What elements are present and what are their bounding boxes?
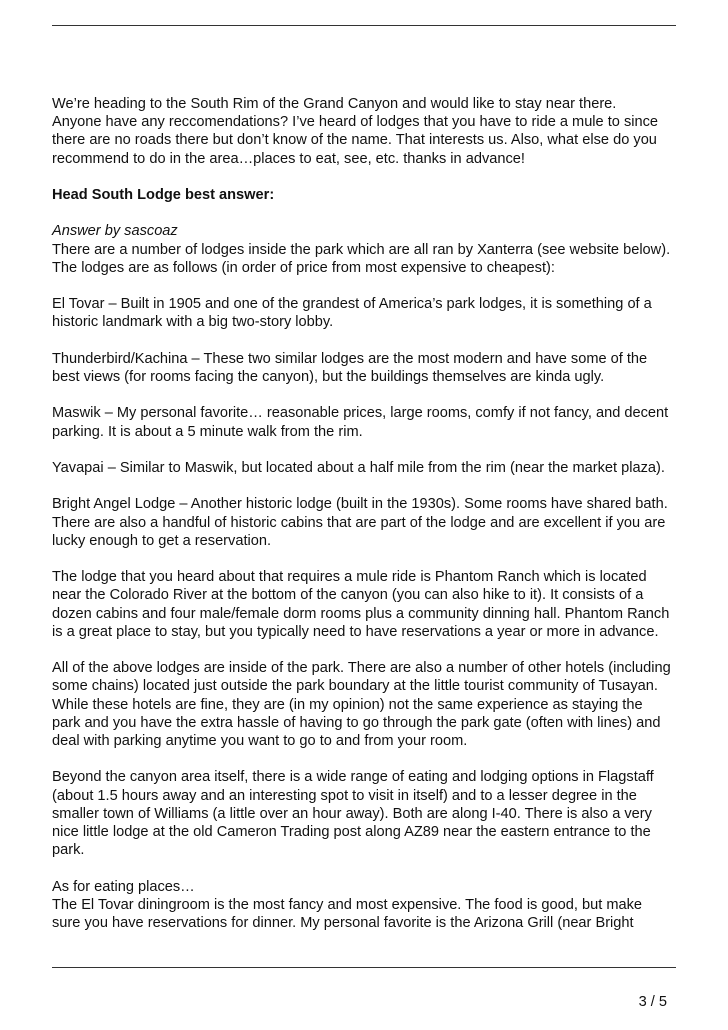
text-line: smaller town of Williams (a little over an hour away). Both are along I-40. There is also a very (52, 805, 652, 822)
paragraph-bright-angel (52, 495, 692, 550)
text-line: nice little lodge at the old Cameron Trading post along AZ89 near the eastern entrance to the (52, 823, 651, 840)
text-line: historic landmark with a big two-story lobby. (52, 314, 334, 331)
text-line: (about 1.5 hours away and an interesting spot to visit in itself) and to a lesser degree in the (52, 787, 637, 804)
page-number: 3 / 5 (638, 994, 667, 1010)
paragraph-thunderbird-kachina (52, 350, 692, 386)
text-line: near the Colorado River at the bottom of the canyon (you can also hike to it). It consists of a (52, 587, 644, 604)
text-line: The El Tovar diningroom is the most fancy and most expensive. The food is good, but make (52, 896, 643, 913)
text-line: lucky enough to get a reservation. (52, 532, 272, 549)
paragraph-outside-park (52, 659, 692, 750)
paragraph-beyond-canyon (52, 768, 692, 859)
text-line: park. (52, 842, 85, 859)
paragraph-el-tovar (52, 295, 692, 331)
text-line: There are a number of lodges inside the park which are all ran by Xanterra (see website below). (52, 241, 671, 258)
text-line: Anyone have any reccomendations? I’ve heard of lodges that you have to ride a mule to since (52, 114, 659, 131)
text-line: We’re heading to the South Rim of the Grand Canyon and would like to stay near there. (52, 96, 617, 112)
answer-intro-paragraph (52, 222, 692, 277)
text-line: deal with parking anytime you want to go to and from your room. (52, 732, 468, 749)
text-line: parking. It is about a 5 minute walk from the rim. (52, 423, 363, 440)
text-line: The lodges are as follows (in order of price from most expensive to cheapest): (52, 259, 555, 276)
paragraph-yavapai (52, 459, 692, 477)
text-line: Bright Angel Lodge – Another historic lodge (built in the 1930s). Some rooms have shared bath. (52, 496, 668, 513)
text-line: El Tovar – Built in 1905 and one of the grandest of America’s park lodges, it is something of a (52, 296, 652, 313)
paragraph-eating-places (52, 878, 692, 933)
text-line: there are no roads there but don’t know of the name. That interests us. Also, what else do you (52, 132, 657, 149)
text-line: park and you have the extra hassle of having to go through the park gate (often with lines) and (52, 714, 661, 731)
text-line: While these hotels are fine, they are (in my opinion) not the same experience as staying the (52, 696, 643, 713)
text-line: The lodge that you heard about that requires a mule ride is Phantom Ranch which is located (52, 569, 647, 586)
question-paragraph (52, 95, 692, 168)
text-line: There are also a handful of historic cabins that are part of the lodge and are excellent if you are (52, 514, 666, 531)
header-rule (52, 25, 676, 26)
answer-byline: Answer by sascoaz (52, 223, 178, 240)
paragraph-phantom-ranch (52, 568, 692, 641)
text-line: best views (for rooms facing the canyon), but the buildings themselves are kinda ugly. (52, 368, 605, 385)
answer-heading: Head South Lodge best answer: (52, 187, 275, 203)
text-line: some chains) located just outside the park boundary at the little tourist community of Tusayan. (52, 678, 658, 695)
paragraph-maswik (52, 404, 692, 440)
text-line: Maswik – My personal favorite… reasonable prices, large rooms, comfy if not fancy, and decent (52, 405, 669, 422)
document-body (52, 95, 692, 950)
text-line: Thunderbird/Kachina – These two similar lodges are the most modern and have some of the (52, 350, 648, 367)
text-line: All of the above lodges are inside of the park. There are also a number of other hotels (including (52, 660, 671, 677)
text-line: recommend to do in the area…places to eat, see, etc. thanks in advance! (52, 150, 525, 167)
text-line: As for eating places… (52, 878, 195, 895)
text-line: Beyond the canyon area itself, there is a wide range of eating and lodging options in Flagstaff (52, 769, 654, 786)
text-line: Yavapai – Similar to Maswik, but located about a half mile from the rim (near the market plaza). (52, 459, 665, 476)
text-line: sure you have reservations for dinner. My personal favorite is the Arizona Grill (near Bright (52, 914, 634, 931)
footer-rule (52, 967, 676, 968)
text-line: is a great place to stay, but you typically need to have reservations a year or more in advance. (52, 623, 659, 640)
text-line: dozen cabins and four male/female dorm rooms plus a community dinning hall. Phantom Ranch (52, 605, 670, 622)
